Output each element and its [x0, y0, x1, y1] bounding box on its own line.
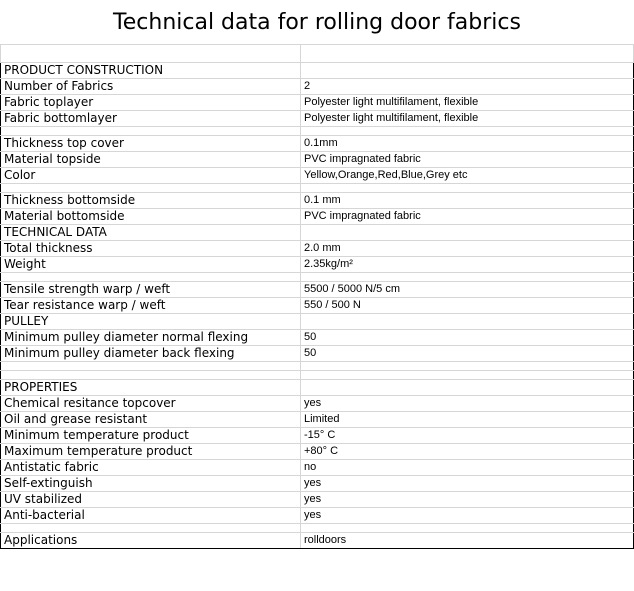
- row-value[interactable]: no: [301, 460, 634, 476]
- row-value[interactable]: 5500 / 5000 N/5 cm: [301, 282, 634, 298]
- sheet-title: Technical data for rolling door fabrics: [0, 0, 634, 45]
- row-label[interactable]: PULLEY: [1, 314, 301, 330]
- row-value[interactable]: Limited: [301, 412, 634, 428]
- table-row: [1, 241, 634, 257]
- table-row: [1, 127, 634, 136]
- row-value[interactable]: 2: [301, 79, 634, 95]
- row-label[interactable]: Total thickness: [1, 241, 301, 257]
- row-value[interactable]: [301, 314, 634, 330]
- empty-cell[interactable]: [1, 44, 301, 63]
- row-value[interactable]: Yellow,Orange,Red,Blue,Grey etc: [301, 168, 634, 184]
- table-row: [1, 44, 634, 63]
- row-value[interactable]: Polyester light multifilament, flexible: [301, 95, 634, 111]
- empty-cell[interactable]: [301, 44, 634, 63]
- row-value[interactable]: 0.1mm: [301, 136, 634, 152]
- row-label[interactable]: Maximum temperature product: [1, 444, 301, 460]
- row-label[interactable]: Fabric toplayer: [1, 95, 301, 111]
- row-label[interactable]: Number of Fabrics: [1, 79, 301, 95]
- row-label[interactable]: Applications: [1, 533, 301, 549]
- table-row: [1, 79, 634, 95]
- table-row: [1, 168, 634, 184]
- empty-cell[interactable]: [301, 273, 634, 282]
- row-value[interactable]: [301, 380, 634, 396]
- table-row: [1, 380, 634, 396]
- empty-cell[interactable]: [301, 524, 634, 533]
- table-row: [1, 533, 634, 549]
- table-row: [1, 371, 634, 380]
- row-value[interactable]: yes: [301, 476, 634, 492]
- row-value[interactable]: 50: [301, 346, 634, 362]
- table-row: [1, 460, 634, 476]
- empty-cell[interactable]: [1, 273, 301, 282]
- row-value[interactable]: 0.1 mm: [301, 193, 634, 209]
- table-row: [1, 346, 634, 362]
- table-row: [1, 524, 634, 533]
- empty-cell[interactable]: [1, 184, 301, 193]
- row-value[interactable]: PVC impragnated fabric: [301, 152, 634, 168]
- table-row: [1, 193, 634, 209]
- row-label[interactable]: Color: [1, 168, 301, 184]
- row-label[interactable]: PROPERTIES: [1, 380, 301, 396]
- empty-cell[interactable]: [301, 371, 634, 380]
- row-label[interactable]: PRODUCT CONSTRUCTION: [1, 63, 301, 79]
- table-row: [1, 111, 634, 127]
- row-value[interactable]: 550 / 500 N: [301, 298, 634, 314]
- empty-cell[interactable]: [301, 362, 634, 371]
- row-label[interactable]: Tensile strength warp / weft: [1, 282, 301, 298]
- empty-cell[interactable]: [1, 127, 301, 136]
- table-row: [1, 362, 634, 371]
- table-row: [1, 508, 634, 524]
- table-row: [1, 444, 634, 460]
- row-label[interactable]: Self-extinguish: [1, 476, 301, 492]
- row-value[interactable]: [301, 63, 634, 79]
- row-value[interactable]: Polyester light multifilament, flexible: [301, 111, 634, 127]
- row-value[interactable]: yes: [301, 508, 634, 524]
- row-label[interactable]: Minimum temperature product: [1, 428, 301, 444]
- table-row: [1, 136, 634, 152]
- row-label[interactable]: Anti-bacterial: [1, 508, 301, 524]
- table-row: [1, 184, 634, 193]
- row-label[interactable]: Minimum pulley diameter normal flexing: [1, 330, 301, 346]
- row-label[interactable]: Tear resistance warp / weft: [1, 298, 301, 314]
- row-label[interactable]: Material bottomside: [1, 209, 301, 225]
- table-row: [1, 314, 634, 330]
- row-label[interactable]: Material topside: [1, 152, 301, 168]
- row-label[interactable]: Chemical resitance topcover: [1, 396, 301, 412]
- empty-cell[interactable]: [301, 127, 634, 136]
- row-value[interactable]: -15° C: [301, 428, 634, 444]
- row-value[interactable]: 2.35kg/m²: [301, 257, 634, 273]
- row-value[interactable]: 50: [301, 330, 634, 346]
- empty-cell[interactable]: [1, 371, 301, 380]
- table-row: [1, 273, 634, 282]
- row-value[interactable]: rolldoors: [301, 533, 634, 549]
- table-row: [1, 152, 634, 168]
- row-label[interactable]: TECHNICAL DATA: [1, 225, 301, 241]
- table-row: [1, 330, 634, 346]
- row-value[interactable]: yes: [301, 492, 634, 508]
- table-row: [1, 95, 634, 111]
- row-label[interactable]: Thickness top cover: [1, 136, 301, 152]
- table-row: [1, 492, 634, 508]
- empty-cell[interactable]: [301, 184, 634, 193]
- table-row: [1, 282, 634, 298]
- table-row: [1, 476, 634, 492]
- row-label[interactable]: Thickness bottomside: [1, 193, 301, 209]
- table-row: [1, 396, 634, 412]
- table-row: [1, 257, 634, 273]
- table-row: [1, 225, 634, 241]
- row-value[interactable]: [301, 225, 634, 241]
- technical-data-table: [0, 44, 634, 549]
- row-value[interactable]: +80° C: [301, 444, 634, 460]
- empty-cell[interactable]: [1, 524, 301, 533]
- table-row: [1, 209, 634, 225]
- row-label[interactable]: Antistatic fabric: [1, 460, 301, 476]
- row-label[interactable]: Oil and grease resistant: [1, 412, 301, 428]
- row-label[interactable]: UV stabilized: [1, 492, 301, 508]
- row-value[interactable]: 2.0 mm: [301, 241, 634, 257]
- table-row: [1, 63, 634, 79]
- table-row: [1, 412, 634, 428]
- row-value[interactable]: PVC impragnated fabric: [301, 209, 634, 225]
- table-row: [1, 298, 634, 314]
- row-label[interactable]: Minimum pulley diameter back flexing: [1, 346, 301, 362]
- table-row: [1, 428, 634, 444]
- empty-cell[interactable]: [1, 362, 301, 371]
- row-value[interactable]: yes: [301, 396, 634, 412]
- row-label[interactable]: Weight: [1, 257, 301, 273]
- row-label[interactable]: Fabric bottomlayer: [1, 111, 301, 127]
